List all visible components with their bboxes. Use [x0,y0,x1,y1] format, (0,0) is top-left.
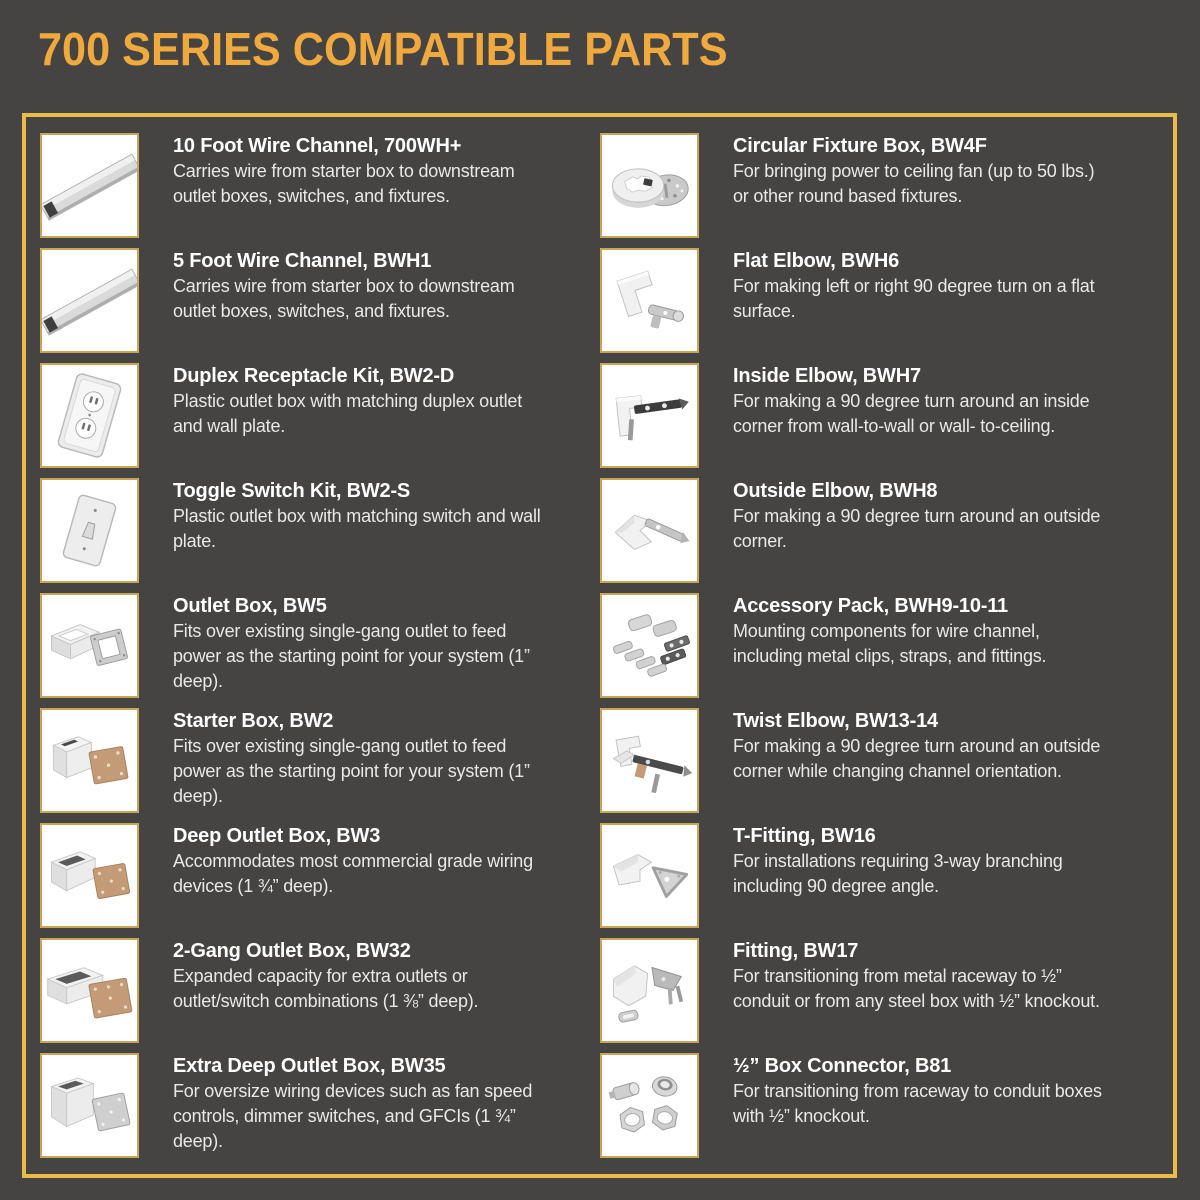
product-thumbnail [40,1053,139,1158]
product-thumbnail [600,708,699,813]
t-fitting-icon [602,825,697,926]
product-thumbnail [40,823,139,928]
catalog-column-left [40,133,592,1168]
catalog-column-right [600,133,1162,1168]
product-name: Duplex Receptacle Kit, BW2-D [173,365,455,387]
product-name: Fitting, BW17 [733,940,859,962]
catalog-item [600,823,1162,928]
product-name: Toggle Switch Kit, BW2-S [173,480,411,502]
flat-elbow-icon [602,250,697,351]
product-description: Carries wire from starter box to downstream outlet boxes, switches, and fixtures. [173,161,515,206]
catalog-item [600,938,1162,1043]
product-text [173,363,545,468]
product-thumbnail [600,248,699,353]
product-description: For transitioning from raceway to conduit boxes with ½” knockout. [733,1081,1102,1126]
page-title: 700 SERIES COMPATIBLE PARTS [38,23,728,75]
starter-box-icon [42,710,137,811]
product-name: Circular Fixture Box, BW4F [733,135,987,157]
product-description: Fits over existing single-gang outlet to feed power as the starting point for your system (1” deep). [173,621,530,691]
product-text [733,823,1105,928]
product-text [173,593,545,698]
product-name: Accessory Pack, BWH9-10-11 [733,595,1008,617]
product-description: For bringing power to ceiling fan (up to 50 lbs.) or other round based fixtures. [733,161,1095,206]
catalog-item [600,1053,1162,1158]
catalog-item [40,938,592,1043]
product-thumbnail [600,363,699,468]
product-description: For installations requiring 3-way branching including 90 degree angle. [733,851,1063,896]
catalog-item [40,478,592,583]
product-name: Twist Elbow, BW13-14 [733,710,938,732]
product-name: Starter Box, BW2 [173,710,334,732]
product-text [733,363,1105,468]
product-thumbnail [600,133,699,238]
product-description: For making a 90 degree turn around an inside corner from wall-to-wall or wall- to-ceiling. [733,391,1090,436]
product-thumbnail [40,363,139,468]
outside-elbow-icon [602,480,697,581]
catalog-item [40,823,592,928]
inside-elbow-icon [602,365,697,466]
extra-deep-outlet-box-icon [42,1055,137,1156]
product-thumbnail [40,133,139,238]
product-text [173,938,545,1043]
product-text [733,593,1105,698]
catalog-item [600,363,1162,468]
product-description: For making left or right 90 degree turn on a flat surface. [733,276,1095,321]
product-name: Outlet Box, BW5 [173,595,327,617]
product-thumbnail [40,478,139,583]
product-description: For transitioning from metal raceway to ½” conduit or from any steel box with ½” knockout. [733,966,1100,1011]
catalog-item [600,478,1162,583]
product-description: For making a 90 degree turn around an outside corner. [733,506,1101,551]
parts-frame [22,113,1177,1178]
product-thumbnail [40,708,139,813]
product-thumbnail [600,823,699,928]
product-text [173,478,545,583]
product-name: 10 Foot Wire Channel, 700WH+ [173,135,462,157]
product-description: Fits over existing single-gang outlet to feed power as the starting point for your system (1” deep). [173,736,530,806]
product-name: Flat Elbow, BWH6 [733,250,900,272]
product-thumbnail [600,593,699,698]
circular-fixture-box-icon [602,135,697,236]
product-text [173,823,545,928]
product-name: T-Fitting, BW16 [733,825,876,847]
outlet-box-icon [42,595,137,696]
product-name: 2-Gang Outlet Box, BW32 [173,940,411,962]
wire-channel-icon [42,250,137,351]
fitting-icon [602,940,697,1041]
product-thumbnail [40,938,139,1043]
product-description: Expanded capacity for extra outlets or outlet/switch combinations (1 ⅜” deep). [173,966,479,1011]
catalog-item [40,708,592,813]
product-description: Plastic outlet box with matching switch and wall plate. [173,506,541,551]
product-description: Mounting components for wire channel, including metal clips, straps, and fittings. [733,621,1047,666]
product-text [733,133,1105,238]
toggle-switch-icon [42,480,137,581]
product-thumbnail [40,593,139,698]
product-text [733,1053,1105,1158]
wire-channel-icon [42,135,137,236]
product-name: Outside Elbow, BWH8 [733,480,938,502]
product-text [173,248,545,353]
catalog-item [600,133,1162,238]
product-thumbnail [600,1053,699,1158]
product-description: Plastic outlet box with matching duplex outlet and wall plate. [173,391,522,436]
product-text [733,478,1105,583]
catalog-item [40,1053,592,1158]
product-description: Carries wire from starter box to downstream outlet boxes, switches, and fixtures. [173,276,515,321]
product-text [173,133,545,238]
product-thumbnail [600,478,699,583]
product-name: 5 Foot Wire Channel, BWH1 [173,250,432,272]
product-description: For oversize wiring devices such as fan speed controls, dimmer switches, and GFCIs (1 ¾” deep). [173,1081,533,1151]
catalog-item [40,248,592,353]
deep-outlet-box-icon [42,825,137,926]
catalog-item [600,593,1162,698]
product-thumbnail [600,938,699,1043]
product-thumbnail [40,248,139,353]
product-text [733,938,1105,1043]
product-description: For making a 90 degree turn around an outside corner while changing channel orientation. [733,736,1101,781]
box-connector-icon [602,1055,697,1156]
catalog-item [40,593,592,698]
product-text [173,1053,545,1158]
product-name: Extra Deep Outlet Box, BW35 [173,1055,446,1077]
catalog-item [40,363,592,468]
twist-elbow-icon [602,710,697,811]
product-name: Deep Outlet Box, BW3 [173,825,381,847]
catalog-item [600,248,1162,353]
catalog-item [600,708,1162,813]
product-description: Accommodates most commercial grade wiring devices (1 ¾” deep). [173,851,533,896]
product-name: ½” Box Connector, B81 [733,1055,952,1077]
duplex-receptacle-icon [42,365,137,466]
product-text [173,708,545,813]
two-gang-outlet-box-icon [42,940,137,1041]
product-name: Inside Elbow, BWH7 [733,365,921,387]
catalog-item [40,133,592,238]
accessory-pack-icon [602,595,697,696]
product-text [733,708,1105,813]
product-text [733,248,1105,353]
